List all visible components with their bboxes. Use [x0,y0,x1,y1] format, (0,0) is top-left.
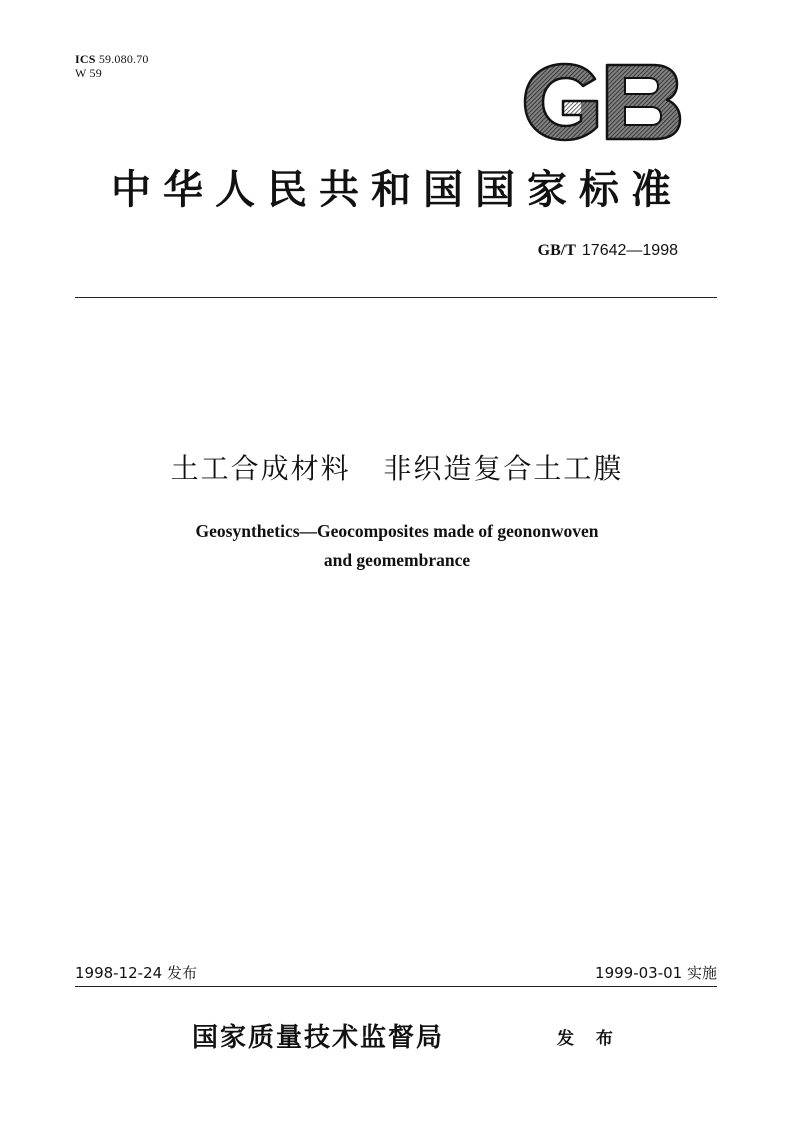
english-title-line-2: and geomembrance [323,550,471,570]
footer-divider [75,986,717,987]
english-title-line-1: Geosynthetics—Geocomposites made of geononwoven [195,521,599,541]
ics-label: ICS [75,52,96,66]
ccs-label: W [75,66,87,80]
ccs-value: 59 [89,66,102,80]
logo-letter-b [607,65,680,139]
standard-code: 17642—1998 [581,242,678,259]
issue-verb: 发 布 [557,1029,621,1049]
ccs-code-line [75,66,149,80]
issuing-authority: 国家质量技术监督局 [192,1023,445,1053]
gb-standard-logo [521,61,683,143]
ics-code-line [75,52,149,66]
issue-date: 1998-12-24 发布 [75,964,197,982]
header-divider [75,297,717,298]
effective-date: 1999-03-01 实施 [595,964,717,982]
standard-number [538,241,678,261]
english-title [0,517,794,575]
ics-value: 59.080.70 [98,52,149,66]
chinese-title: 土工合成材料 非织造复合土工膜 [170,452,624,485]
standard-prefix: GB/T [537,242,576,259]
logo-letter-g [525,64,597,140]
classification-codes [75,52,149,80]
national-standard-title: 中华人民共和国国家标准 [111,166,683,213]
